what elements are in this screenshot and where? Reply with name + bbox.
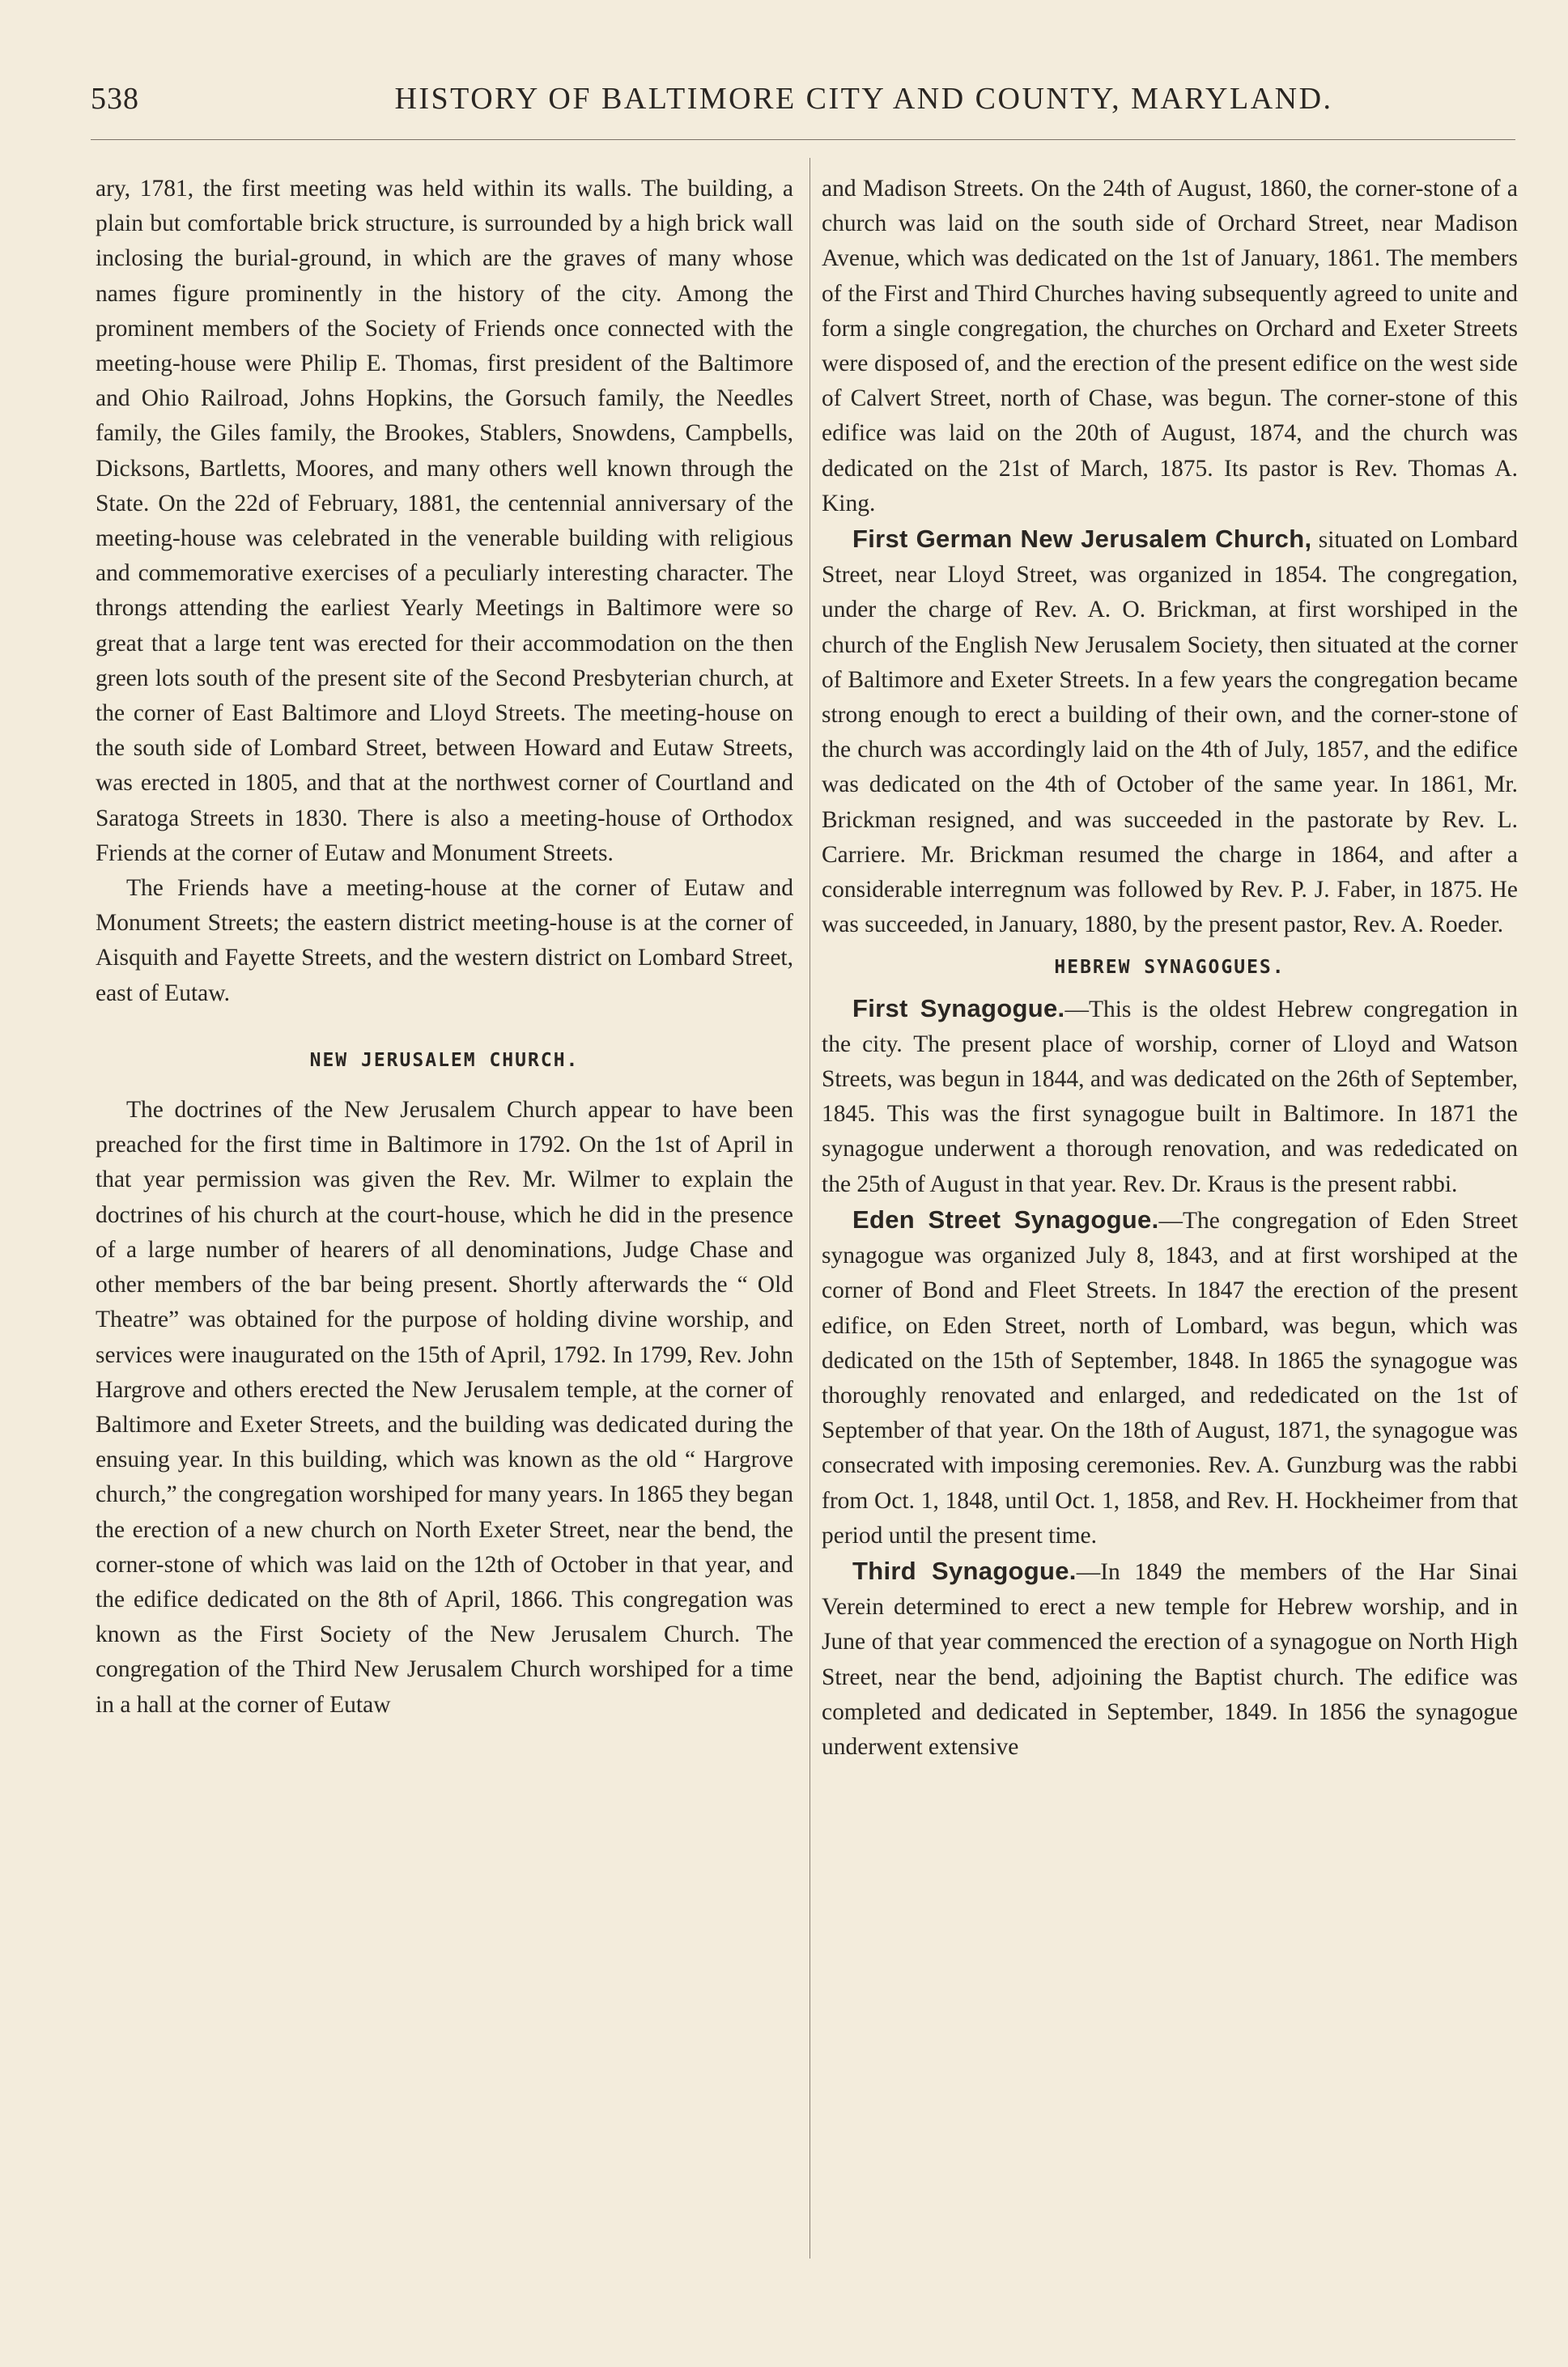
eden-street-title: Eden Street Synagogue.	[852, 1205, 1159, 1234]
column-divider	[809, 158, 810, 2259]
page-number: 538	[91, 82, 139, 116]
first-synagogue-title: First Synagogue.	[852, 993, 1065, 1022]
third-synagogue-text: —In 1849 the members of the Har Sinai Verein determined to erect a new temple for Hebrew worship, and in June of that year commenced the erection of a synagogue on North High Street, near the bend, adjoining the Baptist church. The edifice was completed and dedicated in September, 1849. In 1856 the synagogue underwent extensive	[822, 1558, 1518, 1760]
new-jerusalem-paragraph: The doctrines of the New Jerusalem Church appear to have been preached for the first time in Baltimore in 1792. On the 1st of April in that year permission was given the Rev. Mr. Wilmer to explain the doctrines of his church at the court-house, which he did in the presence of a large number of hearers of all denominations, Judge Chase and other members of the bar being present. Shortly afterwards the “ Old Theatre” was obtained for the purpose of holding divine worship, and services were inaugurated on the 15th of April, 1792. In 1799, Rev. John Hargrove and others erected the New Jerusalem temple, at the corner of Baltimore and Exeter Streets, and the building was dedicated during the ensuing year. In this building, which was known as the old “ Hargrove church,” the congregation worshiped for many years. In 1865 they began the erection of a new church on North Exeter Street, near the bend, the corner-stone of which was laid on the 12th of October in that year, and the edifice dedicated on the 8th of April, 1866. This congregation was known as the First Society of the New Jerusalem Church. The congregation of the Third New Jerusalem Church worshiped for a time in a hall at the corner of Eutaw	[96, 1097, 793, 1718]
third-new-jerusalem-paragraph: and Madison Streets. On the 24th of August, 1860, the corner-stone of a church was laid on the south side of Orchard Street, near Madison Avenue, which was dedicated on the 1st of January, 1861. The members of the First and Third Churches having subsequently agreed to unite and form a single congregation, the churches on Orchard and Exeter Streets were disposed of, and the erection of the present edifice on the west side of Calvert Street, north of Chase, was begun. The corner-stone of this edifice was laid on the 20th of August, 1874, and the church was dedicated on the 21st of March, 1875. Its pastor is Rev. Thomas A. King.	[822, 176, 1518, 516]
first-synagogue-text: —This is the oldest Hebrew congregation in the city. The present place of worship, corner of Lloyd and Watson Streets, was begun in 1844, and was dedicated on the 26th of September, 1845. This was the first synagogue built in Baltimore. In 1871 the synagogue underwent a thorough renovation, and was rededicated on the 25th of August in that year. Rev. Dr. Kraus is the present rabbi.	[822, 996, 1518, 1197]
running-title: HISTORY OF BALTIMORE CITY AND COUNTY, MARYLAND.	[394, 82, 1333, 116]
hebrew-synagogues-heading: HEBREW SYNAGOGUES.	[1054, 957, 1285, 979]
new-jerusalem-heading: NEW JERUSALEM CHURCH.	[309, 1049, 580, 1071]
german-church-paragraph	[822, 521, 1518, 942]
left-column	[96, 172, 793, 1723]
friends-meeting-house-paragraph: ary, 1781, the first meeting was held within its walls. The building, a plain but comfortable brick structure, is surrounded by a high brick wall inclosing the burial-ground, in which are the graves of many whose names figure prominently in the history of the city. Among the prominent members of the Society of Friends once connected with the meeting-house were Philip E. Thomas, first president of the Baltimore and Ohio Railroad, Johns Hopkins, the Gorsuch family, the Needles family, the Giles family, the Brookes, Stablers, Snowdens, Campbells, Dicksons, Bartletts, Moores, and many others well known through the State. On the 22d of February, 1881, the centennial anniversary of the meeting-house was celebrated in the venerable building with religious and commemorative exercises of a peculiarly interesting character. The throngs attending the earliest Yearly Meetings in Baltimore were so great that a large tent was erected for their accommodation on the then green lots south of the present site of the Second Presbyterian church, at the corner of East Baltimore and Lloyd Streets. The meeting-house on the south side of Lombard Street, between Howard and Eutaw Streets, was erected in 1805, and that at the northwest corner of Courtland and Saratoga Streets in 1830. There is also a meeting-house of Orthodox Friends at the corner of Eutaw and Monument Streets.	[96, 176, 793, 866]
german-church-title: First German New Jerusalem Church,	[852, 525, 1312, 554]
header-rule	[91, 139, 1515, 140]
eden-street-paragraph	[822, 1202, 1518, 1553]
german-church-text: situated on Lombard Street, near Lloyd Street, was organized in 1854. The congregation, under the charge of Rev. A. O. Brickman, at first worshiped in the church of the English New Jerusalem Society, then situated at the corner of Baltimore and Exeter Streets. In a few years the congregation became strong enough to erect a building of their own, and the corner-stone of the church was accordingly laid on the 4th of July, 1857, and the edifice was dedicated on the 4th of October of the same year. In 1861, Mr. Brickman resigned, and was succeeded in the pastorate by Rev. L. Carriere. Mr. Brickman resumed the charge in 1864, and after a considerable interregnum was followed by Rev. P. J. Faber, in 1875. He was succeeded, in January, 1880, by the present pastor, Rev. A. Roeder.	[822, 527, 1518, 938]
friends-locations-paragraph: The Friends have a meeting-house at the corner of Eutaw and Monument Streets; the eastern district meeting-house is at the corner of Aisquith and Fayette Streets, and the western district on Lombard Street, east of Eutaw.	[96, 875, 793, 1006]
page-header	[91, 81, 1515, 121]
third-synagogue-paragraph	[822, 1553, 1518, 1765]
first-synagogue-paragraph	[822, 991, 1518, 1202]
third-synagogue-title: Third Synagogue.	[852, 1556, 1077, 1585]
right-column	[822, 172, 1518, 1765]
eden-street-text: —The congregation of Eden Street synagogue was organized July 8, 1843, and at first worshiped at the corner of Bond and Fleet Streets. In 1847 the erection of the present edifice, on Eden Street, north of Lombard, was begun, which was dedicated on the 15th of September, 1848. In 1865 the synagogue was thoroughly renovated and enlarged, and rededicated on the 1st of September of that year. On the 18th of August, 1871, the synagogue was consecrated with imposing ceremonies. Rev. A. Gunzburg was the rabbi from Oct. 1, 1848, until Oct. 1, 1858, and Rev. H. Hockheimer from that period until the present time.	[822, 1207, 1518, 1549]
